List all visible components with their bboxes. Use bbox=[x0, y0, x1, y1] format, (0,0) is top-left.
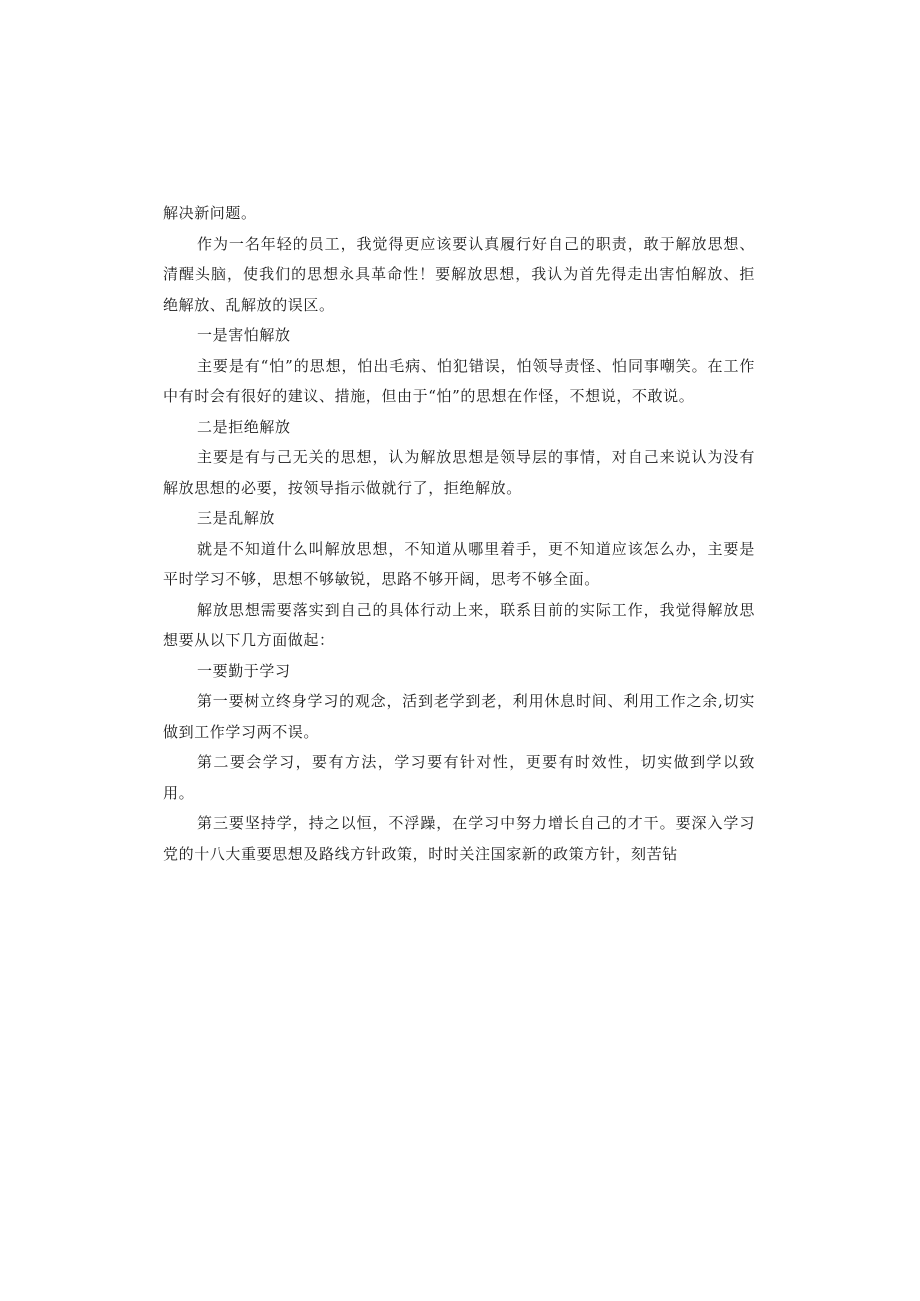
paragraph-intro: 作为一名年轻的员工，我觉得更应该要认真履行好自己的职责，敢于解放思想、清醒头脑，使我们的思想永具革命性！要解放思想，我认为首先得走出害怕解放、拒绝解放、乱解放的误区。 bbox=[163, 234, 755, 314]
paragraph-study-first: 第一要树立终身学习的观念，活到老学到老，利用休息时间、利用工作之余,切实做到工作学习两不误。 bbox=[163, 692, 755, 741]
paragraph-study-third: 第三要坚持学，持之以恒，不浮躁，在学习中努力增长自己的才干。要深入学习党的十八大重要思想及路线方针政策，时时关注国家新的政策方针，刻苦钻 bbox=[163, 814, 755, 863]
document-body bbox=[163, 198, 755, 869]
paragraph-action: 解放思想需要落实到自己的具体行动上来，联系目前的实际工作，我觉得解放思想要从以下几方面做起： bbox=[163, 600, 755, 649]
paragraph-study-second: 第二要会学习，要有方法，学习要有针对性，更要有时效性，切实做到学以致用。 bbox=[163, 753, 755, 802]
paragraph-refuse-liberation: 主要是有与己无关的思想，认为解放思想是领导层的事情，对自己来说认为没有解放思想的必要，按领导指示做就行了，拒绝解放。 bbox=[163, 448, 755, 497]
paragraph-fear-liberation: 主要是有“怕”的思想，怕出毛病、怕犯错误，怕领导责怪、怕同事嘲笑。在工作中有时会有很好的建议、措施，但由于“怕”的思想在作怪，不想说，不敢说。 bbox=[163, 356, 755, 405]
paragraph-continuation: 解决新问题。 bbox=[163, 204, 257, 222]
heading-chaotic-liberation: 三是乱解放 bbox=[197, 509, 276, 527]
heading-study-diligently: 一要勤于学习 bbox=[197, 661, 291, 680]
heading-refuse-liberation: 二是拒绝解放 bbox=[197, 417, 291, 436]
paragraph-chaotic-liberation: 就是不知道什么叫解放思想，不知道从哪里着手，更不知道应该怎么办，主要是平时学习不够，思想不够敏锐，思路不够开阔，思考不够全面。 bbox=[163, 539, 755, 588]
heading-fear-liberation: 一是害怕解放 bbox=[197, 326, 291, 344]
